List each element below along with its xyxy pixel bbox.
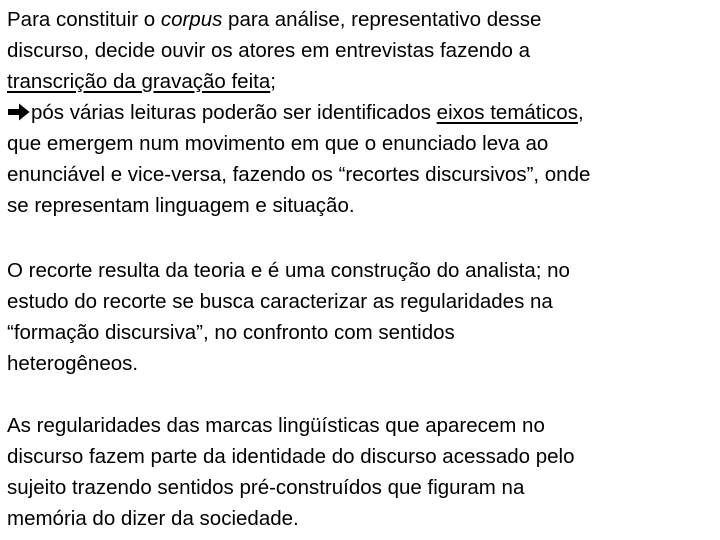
paragraph-line: O recorte resulta da teoria e é uma construção do analista; no	[7, 259, 570, 282]
paragraph-line	[7, 66, 715, 97]
paragraph-line	[7, 4, 715, 35]
text-run: pós várias leituras poderão ser identificados	[31, 101, 437, 124]
right-arrow-bullet-icon	[7, 100, 31, 120]
text-run: para análise, representativo desse	[222, 8, 542, 31]
paragraph-line: discurso, decide ouvir os atores em entrevistas fazendo a	[7, 39, 531, 62]
paragraph-line: As regularidades das marcas lingüísticas que aparecem no	[7, 414, 545, 437]
paragraph-line: discurso fazem parte da identidade do discurso acessado pelo	[7, 445, 575, 468]
underlined-text: eixos temáticos	[436, 101, 578, 124]
italic-term-corpus: corpus	[160, 8, 223, 31]
paragraph-line: se representam linguagem e situação.	[7, 194, 355, 217]
paragraph-line: “formação discursiva”, no confronto com sentidos	[7, 321, 455, 344]
paragraph-recorte	[7, 255, 715, 379]
paragraph-line: heterogêneos.	[7, 352, 139, 375]
paragraph-corpus	[7, 4, 715, 221]
paragraph-line: que emergem num movimento em que o enunciado leva ao	[7, 132, 549, 155]
paragraph-line: estudo do recorte se busca caracterizar as regularidades na	[7, 290, 553, 313]
paragraph-line: enunciável e vice-versa, fazendo os “recortes discursivos”, onde	[7, 163, 591, 186]
text-run: ;	[270, 70, 276, 93]
paragraph-line	[7, 97, 715, 128]
underlined-text: transcrição da gravação feita	[7, 70, 271, 93]
paragraph-line: memória do dizer da sociedade.	[7, 507, 299, 530]
text-run: ,	[577, 101, 584, 124]
paragraph-regularidades	[7, 410, 715, 534]
text-run: Para constituir o	[7, 8, 161, 31]
paragraph-line: sujeito trazendo sentidos pré-construídos que figuram na	[7, 476, 525, 499]
